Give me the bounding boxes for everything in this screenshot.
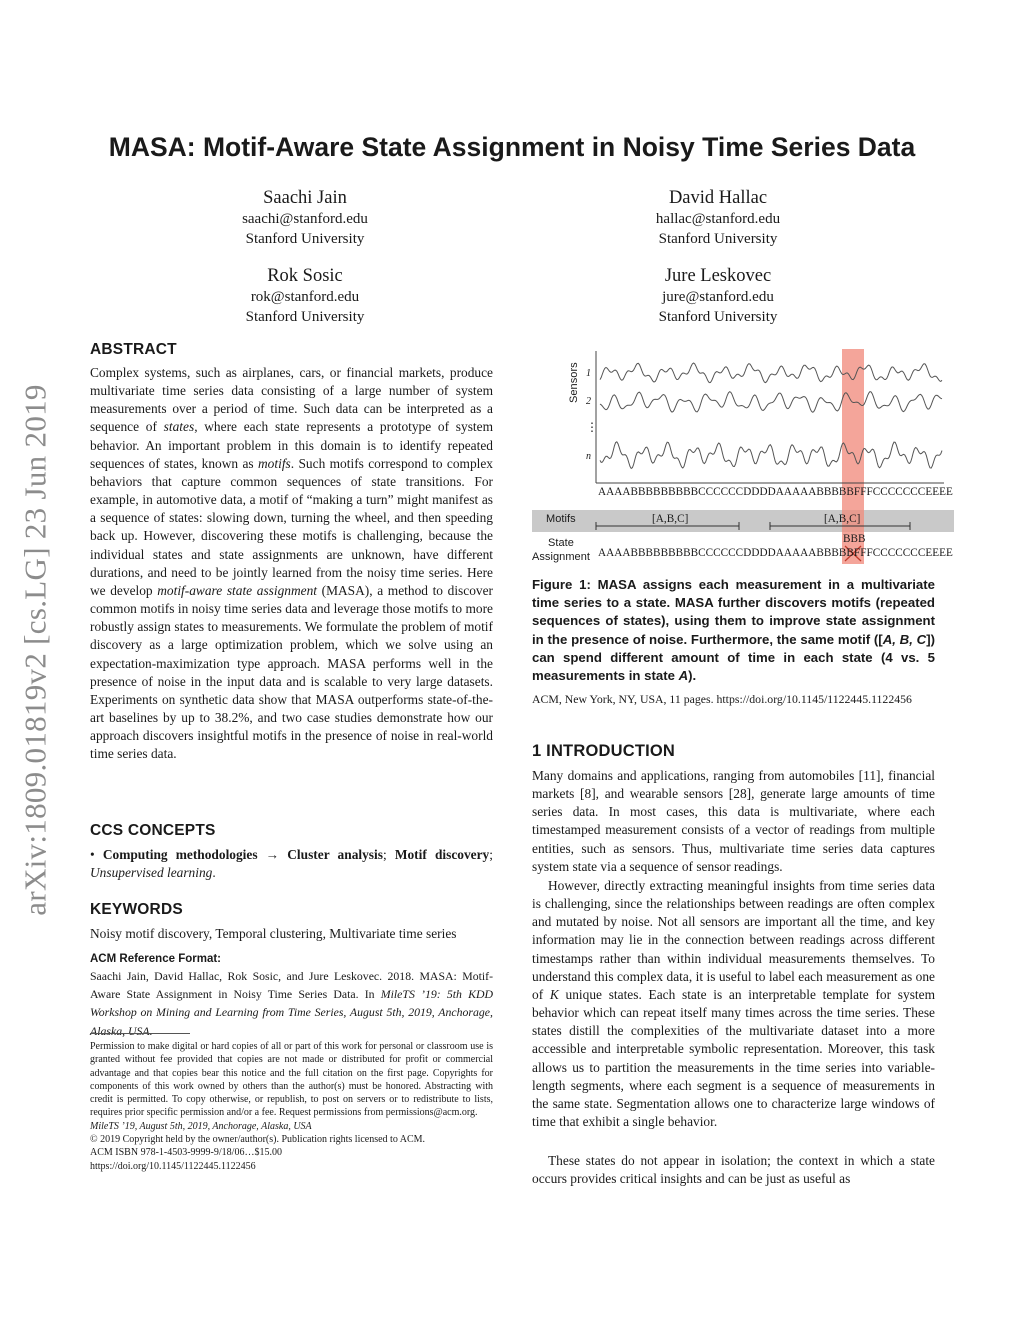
top-state-sequence: AAAABBBBBBBBBCCCCCCDDDDAAAAABBBBBFFFCCCCCCCEEEE: [598, 486, 953, 498]
author-email[interactable]: saachi@stanford.edu: [242, 211, 368, 227]
author-affiliation: Stanford University: [245, 231, 365, 247]
sensor-trace-n: [600, 442, 942, 469]
paper-title: MASA: Motif-Aware State Assignment in Noisy Time Series Data: [108, 132, 916, 162]
author-affiliation: Stanford University: [658, 231, 778, 247]
state-label-line-2: Assignment: [532, 551, 590, 563]
author-affiliation: Stanford University: [658, 309, 778, 325]
motifs-label: Motifs: [546, 513, 576, 525]
sensor-label-n: n: [586, 451, 592, 462]
sensor-label-dots: ⋮: [586, 420, 599, 434]
author-email[interactable]: hallac@stanford.edu: [655, 211, 781, 227]
introduction-heading: 1 INTRODUCTION: [532, 742, 676, 760]
abstract-heading: ABSTRACT: [90, 341, 177, 358]
reference-format-text: Saachi Jain, David Hallac, Rok Sosic, and Jure Leskovec. 2018. MASA: Motif-Aware State Assignment in Noisy Time Series Data. In MileTS ’19: 5th KDD Workshop on Mining and Learning from Time Series, August 5th, 2019, Anchorage, Alaska, USA.: [90, 969, 494, 1038]
sensors-axis-label: Sensors: [568, 362, 580, 403]
figure-1-graphic: [532, 345, 954, 570]
author-block: [155, 265, 455, 327]
figure-1-caption: Figure 1: MASA assigns each measurement in a multivariate time series to a state. MASA further discovers motifs (repeated sequences of states), using them to improve state assignment in the presence of noise. Furthermore, the same motif ([A, B, C]) can spend different amount of time in each state (4 vs. 5 measurements in state A).: [532, 577, 935, 684]
author-block: [568, 265, 868, 327]
arxiv-stamp: [10, 355, 62, 945]
author-name: Jure Leskovec: [664, 266, 772, 286]
permission-text: Permission to make digital or hard copies of all or part of this work for personal or classroom use is granted without fee provided that copies are not made or distributed for profit or commercial advantage and that copies bear this notice and the full citation on the first page. Copyrights for components of this work owned by others than the author(s) must be honored. Abstracting with credit is permitted. To copy otherwise, or republish, to post on servers or to redistribute to lists, requires prior specific permission and/or a fee. Request permissions from permissions@acm.org.: [90, 1041, 493, 1119]
isbn-text: ACM ISBN 978-1-4503-9999-9/18/06…$15.00: [90, 1147, 282, 1159]
abstract-text: Complex systems, such as airplanes, cars, or financial markets, produce multivariate time series data consisting of a large number of system measurements over a period of time. Such data can be interpreted as a sequence of states, where each state represents a prototype of system behavior. An important problem in this domain is to identify repeated sequences of states, known as motifs. Such motifs correspond to complex behaviors that capture common sequences of state transitions. For example, in automotive data, a motif of “making a turn” might manifest as a sequence of states: slowing down, turning the wheel, and then speeding back up. However, discovering these motifs is challenging, because the individual states and state assignments are unknown, have different durations, and need to be jointly learned from the noisy time series. Here we develop motif-aware state assignment (MASA), a method to discover common motifs in noisy time series data and leverage those motifs to more robustly assign states to measurements. We formulate the problem of motif discovery as a large optimization problem, which we solve using an expectation-maximization type approach. MASA performs well in the presence of noise in the input data and is scalable to very large datasets. Experiments on synthetic data show that MASA outperforms state-of-the-art baselines by up to 38.2%, and two case studies demonstrate how our approach discovers insightful motifs in the presence of noise in real-world time series data.: [90, 365, 493, 762]
keywords-text: Noisy motif discovery, Temporal clustering, Multivariate time series: [90, 926, 457, 941]
sensor-trace-2: [600, 392, 942, 413]
author-email[interactable]: rok@stanford.edu: [250, 289, 360, 305]
author-name: David Hallac: [668, 188, 768, 208]
author-name: Rok Sosic: [267, 266, 343, 286]
keywords-heading: KEYWORDS: [90, 901, 183, 918]
author-block: [568, 187, 868, 249]
author-email[interactable]: jure@stanford.edu: [662, 289, 774, 305]
author-block: [155, 187, 455, 249]
doi-text[interactable]: https://doi.org/10.1145/1122445.1122456: [90, 1160, 256, 1172]
sensor-trace-1: [600, 363, 942, 383]
state-label-line-1: State: [548, 537, 574, 549]
arxiv-stamp-text: arXiv:1809.01819v2 [cs.LG] 23 Jun 2019: [18, 384, 54, 916]
footnote: [90, 1040, 493, 1173]
author-affiliation: Stanford University: [245, 309, 365, 325]
motif-2-label: [A,B,C]: [824, 513, 861, 525]
figure-1: [532, 345, 954, 570]
footnote-rule: [90, 1033, 190, 1034]
ccs-heading: CCS CONCEPTS: [90, 822, 216, 839]
reference-format-heading: ACM Reference Format:: [90, 953, 221, 965]
intro-paragraph-2: However, directly extracting meaningful insights from time series data is challenging, since the relationships between readings are often complex and mutated by noise. Not all sensors are important all the time, and key information may lie in the connection between readings across different timestamps rather than within individual measurements themselves. To understand this complex data, it is useful to label each measurement as one of K unique states. Each state is an interpretable template for system behavior which can repeat itself many times across the time series. These states distill the complexities of the multivariate dataset into a more accessible and interpretable symbolic representation. Moreover, this task allows us to partition the measurements in the time series into variable-length segments, where each segment is a sequence of measurements in the same state. Segmentation allows one to characterize large windows of time that exhibit a single behavior.: [532, 878, 935, 1130]
reference-format-continued: ACM, New York, NY, USA, 11 pages. https://doi.org/10.1145/1122445.1122456: [532, 692, 912, 706]
corrected-states: BBB: [843, 533, 866, 545]
motif-1-label: [A,B,C]: [652, 513, 689, 525]
intro-paragraph-1: Many domains and applications, ranging from automobiles [11], financial markets [8], and wearable sensors [28], generate large amounts of time series data. In most cases, this data is multivariate, where each timestamped measurement consists of a vector of readings from multiple entities, such as sensors. Thus, multivariate time series data captures system state via a sequence of sensor readings.: [532, 768, 935, 874]
state-assignment-sequence: AAAABBBBBBBBBCCCCCCDDDDAAAAABBBBBFFFCCCCCCCEEEE: [598, 547, 953, 559]
copyright-text: © 2019 Copyright held by the owner/author(s). Publication rights licensed to ACM.: [90, 1134, 426, 1146]
sensor-label-1: 1: [586, 368, 592, 379]
motif-band: [532, 510, 954, 532]
author-name: Saachi Jain: [263, 188, 347, 208]
venue-text: MileTS ’19, August 5th, 2019, Anchorage, Alaska, USA: [90, 1120, 312, 1132]
sensor-label-2: 2: [586, 396, 592, 407]
intro-paragraph-3: These states do not appear in isolation; the context in which a state occurs provides critical insights and can be just as useful as: [532, 1153, 935, 1187]
ccs-text: • Computing methodologies → Cluster analysis; Motif discovery; Unsupervised learning.: [90, 847, 493, 881]
